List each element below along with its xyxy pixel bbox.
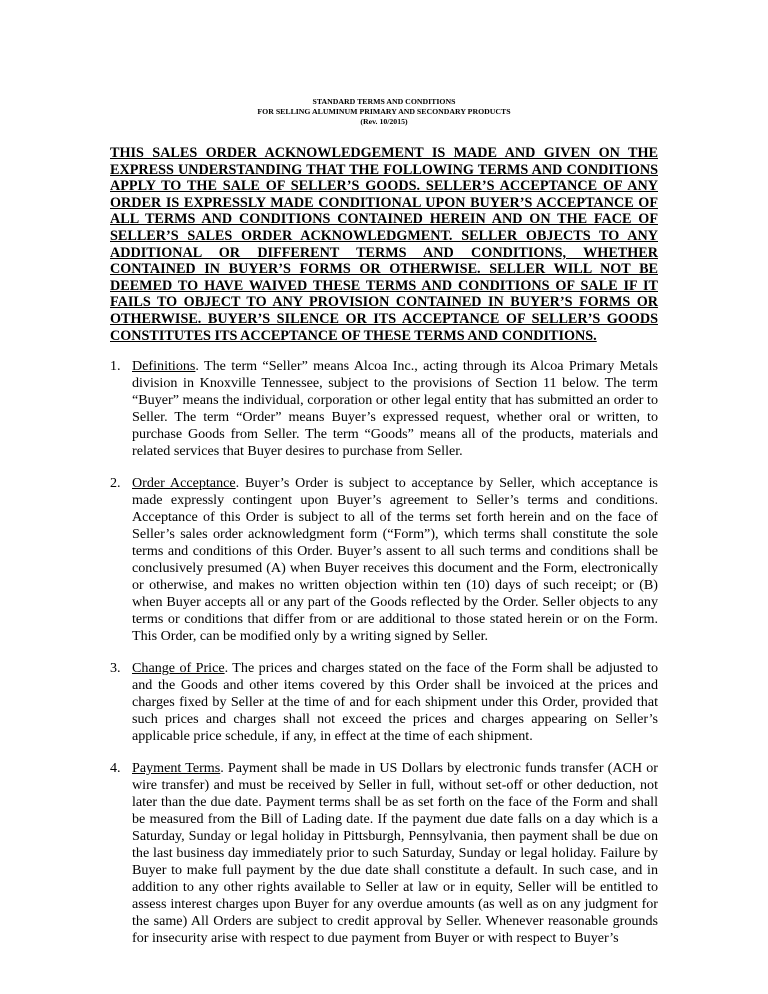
section-body: . Payment shall be made in US Dollars by electronic funds transfer (ACH or wire transfer) and must be received by Seller in full, without set-off or other deduction, not later than the due date. Payment terms shall be as set forth on the face of the Form and shall be measured from the Bill of Lading date. If the payment due date falls on a day which is a Saturday, Sunday or legal holiday in Pittsburgh, Pennsylvania, then payment shall be due on the last business day immediately prior to such Saturday, Sunday or legal holiday. Failure by Buyer to make full payment by the due date shall constitute a default. In such case, and in addition to any other rights available to Seller at law or in equity, Seller will be entitled to assess interest charges upon Buyer for any overdue amounts (as well as on any judgment for the same) All Orders are subject to credit approval by Seller. Whenever reasonable grounds for insecurity arise with respect to due payment from Buyer or with respect to Buyer’s	[132, 760, 658, 947]
section-body: . The prices and charges stated on the face of the Form shall be adjusted to and the Goods and other items covered by this Order shall be invoiced at the prices and charges fixed by Seller at the time of and for each shipment under this Order, provided that such prices and charges shall not exceed the prices and charges appearing on Seller’s applicable price schedule, if any, in effect at the time of each shipment.	[132, 660, 658, 745]
section-body: . Buyer’s Order is subject to acceptance by Seller, which acceptance is made expressly contingent upon Buyer’s agreement to Seller’s terms and conditions. Acceptance of this Order is subject to all of the terms set forth herein and on the face of Seller’s sales order acknowledgment form (“Form”), which terms shall constitute the sole terms and conditions of this Order. Buyer’s assent to all such terms and conditions shall be conclusively presumed (A) when Buyer receives this document and the Form, electronically or otherwise, and makes no written objection within ten (10) days of such receipt; or (B) when Buyer accepts all or any part of the Goods reflected by the Order. Seller objects to any terms or conditions that differ from or are additional to those stated herein or on the Form. This Order, can be modified only by a writing signed by Seller.	[132, 475, 658, 645]
section-definitions	[110, 358, 658, 460]
document-header	[110, 97, 658, 127]
section-change-of-price	[110, 660, 658, 745]
section-body: . The term “Seller” means Alcoa Inc., acting through its Alcoa Primary Metals division in Knoxville Tennessee, subject to the provisions of Section 11 below. The term “Buyer” means the individual, corporation or other legal entity that has submitted an order to Seller. The term “Order” means Buyer’s expressed request, whether oral or written, to purchase Goods from Seller. The term “Goods” means all of the products, materials and related services that Buyer desires to purchase from Seller.	[132, 358, 658, 460]
section-number: 4.	[110, 760, 121, 777]
section-payment-terms	[110, 760, 658, 947]
section-title: Order Acceptance	[132, 475, 236, 492]
terms-list	[110, 358, 658, 947]
section-order-acceptance	[110, 475, 658, 645]
header-title: STANDARD TERMS AND CONDITIONS	[312, 97, 456, 106]
header-subtitle: FOR SELLING ALUMINUM PRIMARY AND SECONDARY PRODUCTS	[257, 107, 511, 116]
section-title: Change of Price	[132, 660, 225, 677]
document-page	[110, 97, 658, 962]
header-revision: (Rev. 10/2015)	[360, 117, 408, 126]
section-title: Definitions	[132, 358, 196, 375]
section-title: Payment Terms	[132, 760, 221, 777]
section-number: 1.	[110, 358, 121, 375]
section-number: 2.	[110, 475, 121, 492]
section-number: 3.	[110, 660, 121, 677]
preamble-notice: THIS SALES ORDER ACKNOWLEDGEMENT IS MADE AND GIVEN ON THE EXPRESS UNDERSTANDING THAT THE FOLLOWING TERMS AND CONDITIONS APPLY TO THE SALE OF SELLER’S GOODS. SELLER’S ACCEPTANCE OF ANY ORDER IS EXPRESSLY MADE CONDITIONAL UPON BUYER’S ACCEPTANCE OF ALL TERMS AND CONDITIONS CONTAINED HEREIN AND ON THE FACE OF SELLER’S SALES ORDER ACKNOWLEDGMENT. SELLER OBJECTS TO ANY ADDITIONAL OR DIFFERENT TERMS AND CONDITIONS, WHETHER CONTAINED IN BUYER’S FORMS OR OTHERWISE. SELLER WILL NOT BE DEEMED TO HAVE WAIVED THESE TERMS AND CONDITIONS OF SALE IF IT FAILS TO OBJECT TO ANY PROVISION CONTAINED IN BUYER’S FORMS OR OTHERWISE. BUYER’S SILENCE OR ITS ACCEPTANCE OF SELLER’S GOODS CONSTITUTES ITS ACCEPTANCE OF THESE TERMS AND CONDITIONS.	[110, 145, 658, 344]
